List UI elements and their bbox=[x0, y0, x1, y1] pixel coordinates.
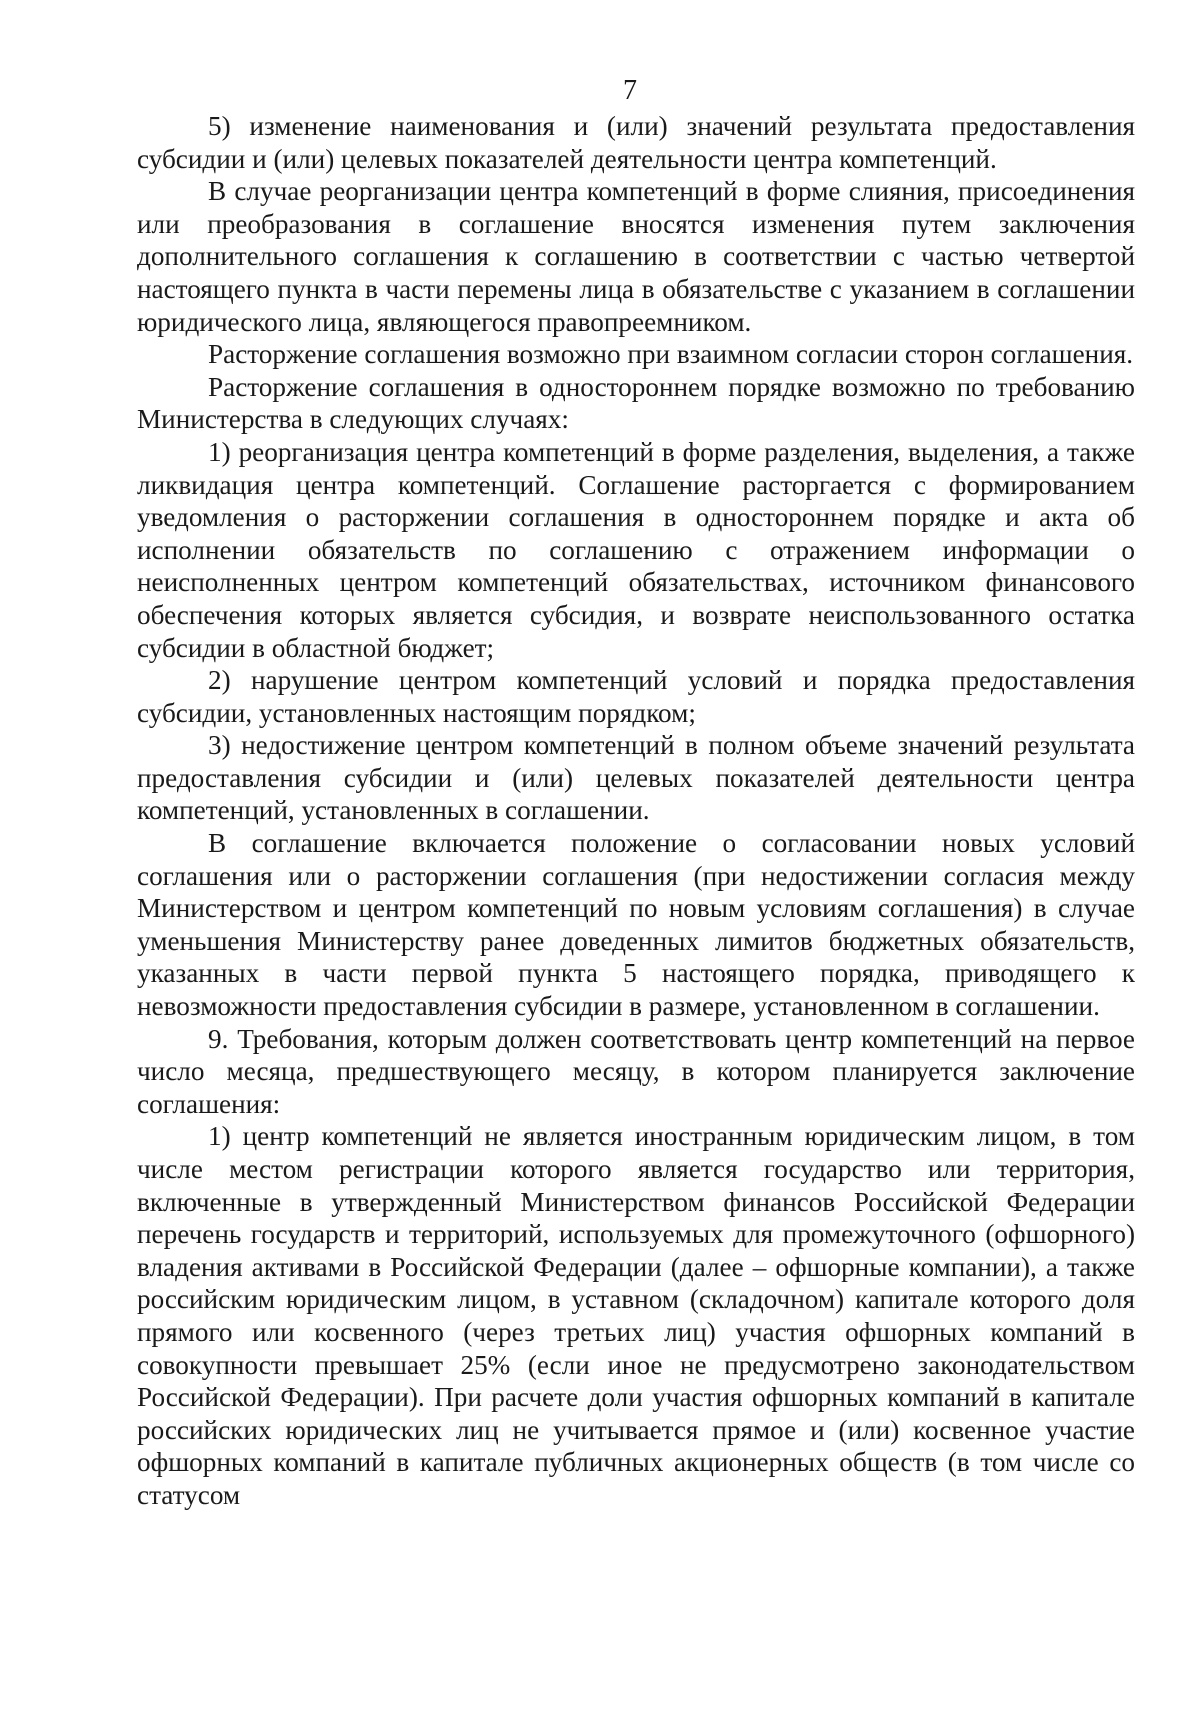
page-number: 7 bbox=[623, 75, 637, 106]
paragraph-case-1: 1) реорганизация центра компетенций в форме разделения, выделения, а также ликвидация центра компетенций. Соглашение расторгается с формированием уведомления о расторжении соглашения в одностороннем порядке и акта об исполнении обязательств по соглашению с отражением информации о неисполненных центром компетенций обязательствах, источником финансового обеспечения которых является субсидия, и возврате неиспользованного остатка субсидии в областной бюджет; bbox=[137, 436, 1135, 663]
paragraph-requirement-1: 1) центр компетенций не является иностранным юридическим лицом, в том числе местом регистрации которого является государство или территория, включенные в утвержденный Министерством финансов Российской Федерации перечень государств и территорий, используемых для промежуточного (офшорного) владения активами в Российской Федерации (далее – офшорные компании), а также российским юридическим лицом, в уставном (складочном) капитале которого доля прямого или косвенного (через третьих лиц) участия офшорных компаний в совокупности превышает 25% (если иное не предусмотрено законодательством Российской Федерации). При расчете доли участия офшорных компаний в капитале российских юридических лиц не учитывается прямое и (или) косвенное участие офшорных компаний в капитале публичных акционерных обществ (в том числе со статусом bbox=[137, 1121, 1135, 1510]
paragraph-termination-mutual: Расторжение соглашения возможно при взаимном согласии сторон соглашения. bbox=[208, 339, 1134, 370]
paragraph-termination-unilateral: Расторжение соглашения в одностороннем порядке возможно по требованию Министерства в следующих случаях: bbox=[137, 371, 1135, 435]
paragraph-case-3: 3) недостижение центром компетенций в полном объеме значений результата предоставления субсидии и (или) целевых показателей деятельности центра компетенций, установленных в соглашении. bbox=[137, 730, 1135, 826]
paragraph-section-9: 9. Требования, которым должен соответствовать центр компетенций на первое число месяца, предшествующего месяцу, в котором планируется заключение соглашения: bbox=[137, 1023, 1135, 1119]
paragraph-new-conditions: В соглашение включается положение о согласовании новых условий соглашения или о расторжении соглашения (при недостижении согласия между Министерством и центром компетенций по новым условиям соглашения) в случае уменьшения Министерству ранее доведенных лимитов бюджетных обязательств, указанных в части первой пункта 5 настоящего порядка, приводящего к невозможности предоставления субсидии в размере, установленном в соглашении. bbox=[137, 828, 1135, 1022]
paragraph-reorganization: В случае реорганизации центра компетенций в форме слияния, присоединения или преобразования в соглашение вносятся изменения путем заключения дополнительного соглашения к соглашению в соответствии с частью четвертой настоящего пункта в части перемены лица в обязательстве с указанием в соглашении юридического лица, являющегося правопреемником. bbox=[137, 176, 1135, 337]
document-body bbox=[137, 110, 1135, 1512]
paragraph-item-5-change-name: 5) изменение наименования и (или) значений результата предоставления субсидии и (или) целевых показателей деятельности центра компетенций. bbox=[137, 111, 1135, 174]
paragraph-case-2: 2) нарушение центром компетенций условий и порядка предоставления субсидии, установленных настоящим порядком; bbox=[137, 665, 1135, 728]
